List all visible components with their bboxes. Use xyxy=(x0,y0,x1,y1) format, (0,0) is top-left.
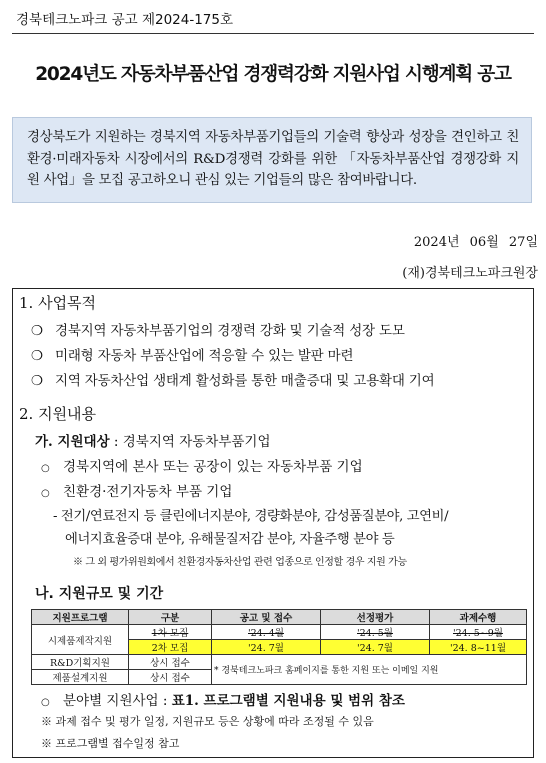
program-reference-bold: 표1. 프로그램별 지원내용 및 범위 참조 xyxy=(171,693,405,709)
table-header: 지원프로그램 xyxy=(32,610,129,625)
table-header-row xyxy=(32,610,527,625)
table-cell: '24. 7월 xyxy=(321,640,430,655)
program-reference-pre: 분야별 지원사업 : xyxy=(63,693,172,709)
content-box xyxy=(12,288,534,758)
table-header: 선정평가 xyxy=(321,610,430,625)
intro-text: 경상북도가 지원하는 경북지역 자동차부품기업들의 기술력 향상과 성장을 견인하고 친환경·미래자동차 시장에서의 R&D경쟁력 강화를 위한 「자동차부품산업 경쟁강화 지원 사업」을 모집 공고하오니 관심 있는 기업들의 많은 참여바랍니다. xyxy=(27,130,519,188)
schedule-adjust-note: ※ 과제 접수 및 평가 일정, 지원규모 등은 상황에 따라 조정될 수 있음 xyxy=(41,715,374,728)
page-title: 2024년도 자동차부품산업 경쟁력강화 지원사업 시행계획 공고 xyxy=(35,64,511,85)
target-item-1-text: 경북지역에 본사 또는 공장이 있는 자동차부품 기업 xyxy=(63,459,363,475)
field-list-line-2: 에너지효율증대 분야, 유해물질저감 분야, 자율주행 분야 등 xyxy=(65,532,395,547)
support-target-label: 가. 지원대상 xyxy=(35,434,110,450)
eligibility-note: ※ 그 외 평가위원회에서 친환경자동차산업 관련 업종으로 인정할 경우 지원 가능 xyxy=(73,557,407,568)
support-target-text: : 경북지역 자동차부품기업 xyxy=(109,434,271,450)
bullet-small-circle-icon: ○ xyxy=(41,463,50,474)
table-row xyxy=(32,625,527,640)
table-cell: 상시 접수 xyxy=(129,670,212,685)
table-cell: 제품설계지원 xyxy=(32,670,129,685)
target-item-2-text: 친환경·전기자동차 부품 기업 xyxy=(63,484,233,500)
table-cell: R&D기획지원 xyxy=(32,655,129,670)
issuing-organization: (재)경북테크노파크원장 xyxy=(402,266,538,281)
table-cell: '24. 5~9월 xyxy=(430,625,527,640)
purpose-item-1-text: 경북지역 자동차부품기업의 경쟁력 강화 및 기술적 성장 도모 xyxy=(55,323,405,339)
table-header: 과제수행 xyxy=(430,610,527,625)
support-scale-title: 나. 지원규모 및 기간 xyxy=(35,586,164,602)
notice-number: 경북테크노파크 공고 제2024-175호 xyxy=(16,12,234,28)
table-cell: '24. 4월 xyxy=(212,625,321,640)
program-reference xyxy=(41,689,405,709)
field-list-line-1: - 전기/연료전지 등 클린에너지분야, 경량화분야, 감성품질분야, 고연비/ xyxy=(53,509,449,524)
table-cell: * 경북테크노파크 홈페이지를 통한 지원 또는 이메일 지원 xyxy=(212,655,527,685)
table-row xyxy=(32,655,527,670)
top-divider xyxy=(12,33,534,34)
table-cell: '24. 5월 xyxy=(321,625,430,640)
purpose-item-2-text: 미래형 자동차 부품산업에 적응할 수 있는 발판 마련 xyxy=(55,348,354,364)
target-item-1 xyxy=(41,455,363,475)
section-1-title: 1. 사업목적 xyxy=(19,294,97,312)
purpose-item-1 xyxy=(31,319,405,339)
bullet-small-circle-icon: ○ xyxy=(41,697,50,708)
target-item-2 xyxy=(41,480,232,500)
table-cell: 시제품제작지원 xyxy=(32,625,129,655)
table-cell: 1차 모집 xyxy=(129,625,212,640)
schedule-table xyxy=(31,609,527,685)
section-2-title: 2. 지원내용 xyxy=(19,405,97,423)
notice-date: 2024년 06월 27일 xyxy=(413,235,538,250)
purpose-item-2 xyxy=(31,344,353,364)
bullet-circle-icon: ❍ xyxy=(31,373,43,389)
table-header: 구분 xyxy=(129,610,212,625)
bullet-small-circle-icon: ○ xyxy=(41,488,50,499)
support-target xyxy=(35,430,270,450)
table-cell: '24. 8~11월 xyxy=(430,640,527,655)
purpose-item-3-text: 지역 자동차산업 생태계 활성화를 통한 매출증대 및 고용확대 기여 xyxy=(55,373,435,389)
table-header: 공고 및 접수 xyxy=(212,610,321,625)
bullet-circle-icon: ❍ xyxy=(31,323,43,339)
table-cell: '24. 7월 xyxy=(212,640,321,655)
table-cell: 2차 모집 xyxy=(129,640,212,655)
table-cell: 상시 접수 xyxy=(129,655,212,670)
schedule-reference-note: ※ 프로그램별 접수일정 참고 xyxy=(41,737,180,750)
purpose-item-3 xyxy=(31,369,434,389)
intro-box xyxy=(12,117,532,203)
bullet-circle-icon: ❍ xyxy=(31,348,43,364)
